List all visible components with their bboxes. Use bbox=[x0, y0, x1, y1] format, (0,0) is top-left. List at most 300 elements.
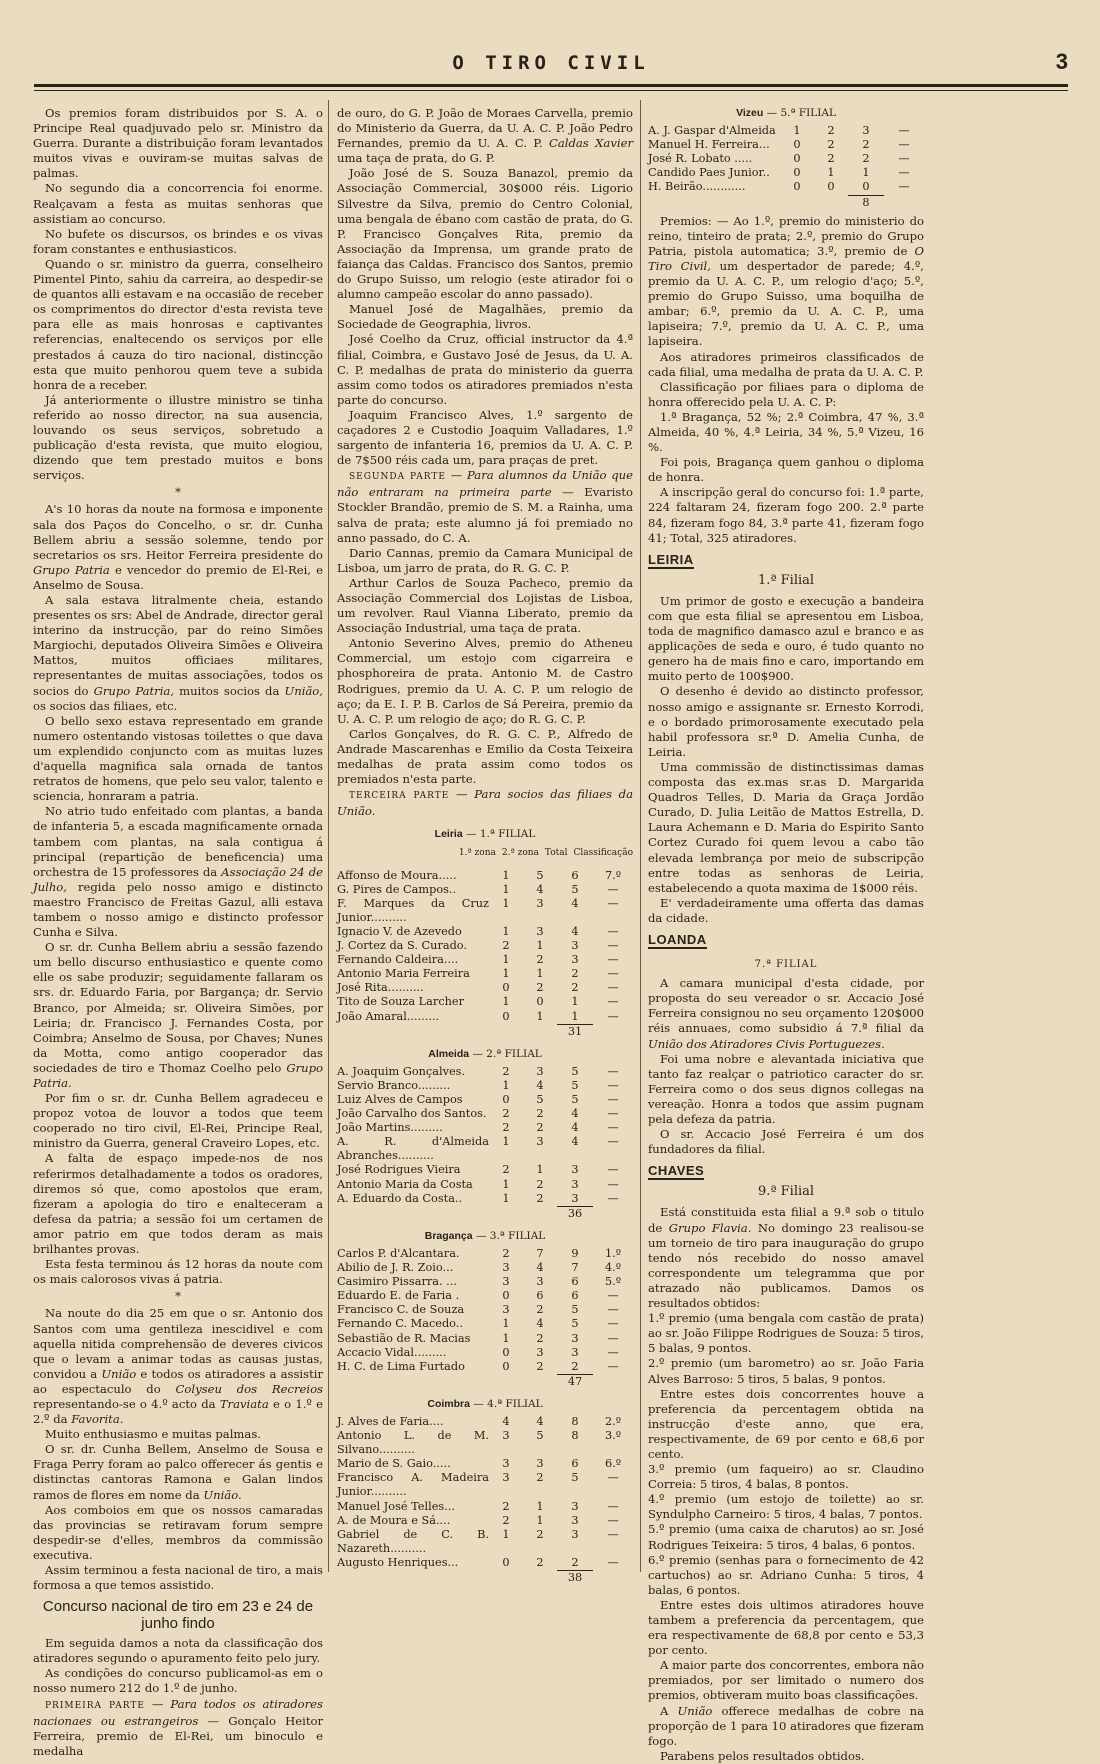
table-row bbox=[337, 1360, 633, 1375]
classification-cell: — bbox=[607, 1499, 619, 1513]
total-cell: 5 bbox=[571, 1093, 579, 1106]
table-row bbox=[337, 1093, 633, 1107]
zone-cell: 2 bbox=[536, 1471, 544, 1485]
zone-cell: 4 bbox=[536, 882, 544, 896]
total-cell: 4 bbox=[571, 1107, 579, 1121]
paragraph: Joaquim Francisco Alves, 1.º sargento de caçadores 2 e Custodio Joaquim Valladares, 1.º sargento de infanteria 16, premios da U. A. C. P. de 7$500 réis cada um, para praças de pret. bbox=[337, 407, 633, 468]
total-cell: 6 bbox=[571, 1275, 579, 1289]
zone-cell: 2 bbox=[502, 1246, 510, 1260]
zone-cell: 0 bbox=[536, 995, 544, 1009]
zone-cell: 1 bbox=[502, 1078, 510, 1092]
shooter-name: A. de Moura e Sá.... bbox=[337, 1513, 451, 1527]
group-total: 36 bbox=[557, 1206, 593, 1221]
zone-cell: 2 bbox=[536, 1121, 544, 1135]
total-cell: 3 bbox=[571, 1499, 579, 1513]
zone-cell: 1 bbox=[502, 1191, 510, 1205]
group-total: 31 bbox=[557, 1024, 593, 1039]
shooter-name: J. Alves de Faria.... bbox=[337, 1414, 444, 1428]
zone-cell: 1 bbox=[536, 1513, 544, 1527]
total-cell: 2 bbox=[571, 967, 579, 981]
table-row bbox=[337, 1289, 633, 1303]
zone-cell: 3 bbox=[536, 1345, 544, 1359]
paragraph: 6.º premio (senhas para o fornecimento de 42 cartuchos) ao sr. Adriano Cunha: 5 tiros, 4 balas, 6 pontos. bbox=[648, 1552, 924, 1597]
paragraph: A camara municipal d'esta cidade, por proposta do seu vereador o sr. Accacio José Ferreira consignou no seu orçamento 120$000 réis annuaes, como subsidio á 7.ª filial da União dos Atiradores Civis Portuguezes. bbox=[648, 976, 924, 1051]
paragraph: Está constituida esta filial a 9.ª sob o titulo de Grupo Flavia. No domingo 23 realisou-se um torneio de tiro para inauguração do grupo tendo nós recebido do nosso amavel correspondente um telegramma que por atrazado não publicamos. Damos os resultados obtidos: bbox=[648, 1205, 924, 1311]
total-cell: 3 bbox=[571, 1163, 579, 1177]
section-subheading: 9.ª Filial bbox=[757, 1184, 815, 1200]
column-2 bbox=[337, 106, 633, 1585]
paragraph: E' verdadeiramente uma offerta das damas da cidade. bbox=[648, 895, 924, 925]
paragraph: A falta de espaço impede-nos de nos referirmos detalhadamente a todos os oradores, diremos só que, como apostolos que eram, fizeram a apologia do tiro e enalteceram a defesa da patria; a sessão foi um certamen de amor patrio em que todos deram as mais brilhantes provas. bbox=[33, 1151, 323, 1257]
zone-cell: 3 bbox=[536, 896, 544, 910]
total-cell: 2 bbox=[862, 152, 870, 166]
shooter-name: Affonso de Moura..... bbox=[337, 868, 457, 882]
zone-cell: 1 bbox=[536, 1163, 544, 1177]
table-row bbox=[337, 1079, 633, 1093]
classification-cell: — bbox=[607, 1107, 619, 1121]
shooter-name: Carlos P. d'Alcantara. bbox=[337, 1246, 460, 1260]
paragraph: Manuel José de Magalhães, premio da Sociedade de Geographia, livros. bbox=[337, 302, 633, 332]
paragraph: O desenho é devido ao distincto professor, nosso amigo e assignante sr. Ernesto Korrodi, e o bordado primorosamente executado pela habil professora sr.ª D. Amelia Cunha, de Leiria. bbox=[648, 684, 924, 759]
total-cell: 2 bbox=[571, 1555, 579, 1569]
zone-cell: 3 bbox=[536, 1275, 544, 1289]
paragraph: TERCEIRA PARTE — Para socios das filiaes da União. bbox=[337, 787, 633, 819]
zone-cell: 2 bbox=[502, 1121, 510, 1135]
classification-cell: 2.º bbox=[604, 1414, 622, 1428]
classification-cell: — bbox=[607, 1471, 619, 1485]
table-row bbox=[648, 138, 924, 152]
shooter-name: Candido Paes Junior.. bbox=[648, 166, 770, 180]
separator-asterisk: * bbox=[175, 485, 181, 500]
classification-cell: — bbox=[607, 1317, 619, 1331]
table-row bbox=[337, 1303, 633, 1317]
table-row bbox=[337, 1163, 633, 1177]
paragraph: Entre estes dois concorrentes houve a preferencia da percentagem obtida na instrucção d'este anno, que era, respectivamente, de 69 por cento e 68,6 por cento. bbox=[648, 1386, 924, 1461]
classification-cell: — bbox=[607, 981, 619, 995]
group-total: 47 bbox=[557, 1374, 593, 1389]
zone-cell: 7 bbox=[536, 1246, 544, 1260]
shooter-name: Augusto Henriques... bbox=[337, 1555, 459, 1569]
shooter-name: João Carvalho dos Santos. bbox=[337, 1107, 487, 1121]
classification-cell: — bbox=[607, 1121, 619, 1135]
zone-cell: 0 bbox=[793, 180, 801, 194]
section-heading-leiria: LEIRIA bbox=[648, 552, 694, 569]
zone-cell: 4 bbox=[536, 1261, 544, 1275]
zone-cell: 1 bbox=[502, 1177, 510, 1191]
classification-cell: — bbox=[607, 1513, 619, 1527]
section-subheading: 7.ª FILIAL bbox=[754, 959, 818, 971]
table-row bbox=[337, 1332, 633, 1346]
table-row bbox=[337, 1107, 633, 1121]
total-cell: 4 bbox=[571, 924, 579, 938]
score-table bbox=[337, 1065, 633, 1221]
table-row bbox=[337, 1178, 633, 1192]
shooter-name: A. Joaquim Gonçalves. bbox=[337, 1064, 466, 1078]
paragraph: Em seguida damos a nota da classificação dos atiradores segundo o apuramento feito pelo jury. bbox=[33, 1636, 323, 1666]
total-cell: 9 bbox=[571, 1246, 579, 1260]
total-cell: 4 bbox=[571, 1135, 579, 1149]
table-row bbox=[337, 1514, 633, 1528]
section-heading-chaves: CHAVES bbox=[648, 1163, 704, 1180]
classification-cell: — bbox=[607, 1555, 619, 1569]
paragraph: Uma commissão de distinctissimas damas composta das ex.mas sr.as D. Margarida Quadros Telles, D. Maria da Graça Jordão Curado, D. Julia Leitão de Mattos Estrella, D. Laura Achemann e D. Maria do Espirito Santo Cortez Curado foi quem levou a cabo tão elevada lembrança por meio de subscripção entre todas as senhoras de Leiria, estabelecendo a quota maxima de 1$000 réis. bbox=[648, 759, 924, 895]
shooter-name: Eduardo E. de Faria . bbox=[337, 1289, 460, 1303]
paragraph: 2.º premio (um barometro) ao sr. João Faria Alves Barroso: 5 tiros, 5 balas, 9 pontos. bbox=[648, 1356, 924, 1386]
table-row bbox=[337, 869, 633, 883]
paragraph: 1.º premio (uma bengala com castão de prata) ao sr. João Filippe Rodrigues de Souza: 5 tiros, 5 balas, 9 pontos. bbox=[648, 1311, 924, 1356]
zone-cell: 3 bbox=[502, 1275, 510, 1289]
classification-cell: 3.º bbox=[604, 1429, 622, 1443]
zone-cell: 3 bbox=[536, 1457, 544, 1471]
classification-cell: — bbox=[607, 1078, 619, 1092]
table-total-row bbox=[337, 1374, 633, 1389]
paragraph: A inscripção geral do concurso foi: 1.ª parte, 224 faltaram 24, fizeram fogo 200. 2.ª parte 84, fizeram fogo 84, 3.ª parte 41, fizeram fogo 41; Total, 325 atiradores. bbox=[648, 485, 924, 545]
paragraph: Esta festa terminou ás 12 horas da noute com os mais calorosos vivas á patria. bbox=[33, 1257, 323, 1287]
table-row bbox=[648, 180, 924, 195]
section-heading-loanda: LOANDA bbox=[648, 932, 707, 949]
zone-cell: 5 bbox=[536, 868, 544, 882]
classification-cell: — bbox=[607, 995, 619, 1009]
shooter-name: G. Pires de Campos.. bbox=[337, 882, 457, 896]
zone-cell: 3 bbox=[502, 1303, 510, 1317]
shooter-name: Francisco A. Madeira Junior.......... bbox=[337, 1471, 489, 1499]
zone-cell: 4 bbox=[536, 1317, 544, 1331]
shooter-name: H. Beirão............ bbox=[648, 180, 746, 194]
total-cell: 3 bbox=[571, 939, 579, 953]
total-cell: 2 bbox=[571, 981, 579, 995]
shooter-name: Abilio de J. R. Zoio... bbox=[337, 1261, 454, 1275]
total-cell: 3 bbox=[571, 1191, 579, 1205]
zone-cell: 2 bbox=[536, 1107, 544, 1121]
zone-cell: 3 bbox=[536, 924, 544, 938]
paragraph: Muito enthusiasmo e muitas palmas. bbox=[45, 1427, 261, 1442]
zone-cell: 0 bbox=[502, 1009, 510, 1023]
zone-cell: 1 bbox=[502, 868, 510, 882]
paragraph: PRIMEIRA PARTE — Para todos os atiradores nacionaes ou estrangeiros — Gonçalo Heitor Ferreira, premio de El-Rei, um binoculo e medalha bbox=[33, 1696, 323, 1758]
zone-cell: 2 bbox=[536, 1177, 544, 1191]
shooter-name: Casimiro Pissarra. ... bbox=[337, 1275, 457, 1289]
total-cell: 3 bbox=[862, 124, 870, 138]
shooter-name: João Amaral......... bbox=[337, 1009, 440, 1023]
zone-cell: 0 bbox=[502, 1093, 510, 1106]
zone-cell: 1 bbox=[502, 1331, 510, 1345]
total-cell: 8 bbox=[571, 1414, 579, 1428]
zone-cell: 0 bbox=[793, 166, 801, 180]
paragraph: Dario Cannas, premio da Camara Municipal de Lisboa, um jarro de prata, do R. G. C. P. bbox=[337, 545, 633, 575]
paragraph: Classificação por filiaes para o diploma de honra offerecido pela U. A. C. P: bbox=[648, 379, 924, 409]
classification-cell: — bbox=[607, 1303, 619, 1317]
total-cell: 3 bbox=[571, 953, 579, 967]
classification-cell: — bbox=[898, 124, 910, 138]
paragraph: Antonio Severino Alves, premio do Atheneu Commercial, um estojo com cigarreira e phosphoreira de prata. Antonio M. de Castro Rodrigues, premio da U. A. C. P. um relogio de aço; da E. I. P. B. Carlos de Sá Pereira, premio da U. A. C. P. um relogio de aço; do R. G. C. P. bbox=[337, 636, 633, 726]
paragraph: Os premios foram distribuidos por S. A. o Principe Real quadjuvado pelo sr. Ministro da Guerra. Durante a distribuição foram levantados muitos vivas e ouviram-se muitas salvas de palmas. bbox=[33, 106, 323, 181]
shooter-name: Gabriel de C. B. Nazareth.......... bbox=[337, 1527, 489, 1555]
table-row bbox=[337, 1556, 633, 1571]
table-row bbox=[337, 1135, 633, 1163]
total-cell: 5 bbox=[571, 1078, 579, 1092]
total-cell: 3 bbox=[571, 1345, 579, 1359]
zone-cell: 0 bbox=[827, 180, 835, 194]
paragraph: Parabens pelos resultados obtidos. bbox=[660, 1748, 865, 1763]
table-row bbox=[337, 981, 633, 995]
paragraph: O sr. dr. Cunha Bellem abriu a sessão fazendo um bello discurso enthusiastico e quente como elle os sabe produzir; seguidamente fallaram os srs. dr. Eduardo Faria, por Bargança; dr. Servio Branco, por Almeida; sr. Oliveira Simões, por Leiria; dr. Francisco J. Fernandes Costa, por Coimbra; Anselmo de Sousa, por Chaves; Nunes da Motta, como antigo cooperador das sociedades de tiro e Thomaz Coelho pelo Grupo Patria. bbox=[33, 940, 323, 1090]
classification-cell: — bbox=[607, 1191, 619, 1205]
total-cell: 5 bbox=[571, 1064, 579, 1078]
shooter-name: Antonio L. de M. Silvano.......... bbox=[337, 1429, 489, 1457]
zone-cell: 1 bbox=[536, 939, 544, 953]
shooter-name: A. Eduardo da Costa.. bbox=[337, 1191, 463, 1205]
shooter-name: Fernando Caldeira.... bbox=[337, 953, 459, 967]
classification-cell: — bbox=[898, 152, 910, 166]
total-cell: 5 bbox=[571, 1471, 579, 1485]
zone-cell: 2 bbox=[536, 1359, 544, 1373]
classification-cell: 1.º bbox=[604, 1246, 622, 1260]
table-row bbox=[337, 1346, 633, 1360]
paragraph: Por fim o sr. dr. Cunha Bellem agradeceu e propoz votoa de louvor a todos que teem cooperado no tiro civil, El-Rei, Principe Real, ministro da Guerra, general Craveiro Lopes, etc. bbox=[33, 1091, 323, 1151]
separator-asterisk: * bbox=[175, 1289, 181, 1304]
total-cell: 8 bbox=[571, 1429, 579, 1443]
paragraph: No bufete os discursos, os brindes e os vivas foram constantes e enthusiasticos. bbox=[33, 226, 323, 256]
shooter-name: Manuel José Telles... bbox=[337, 1499, 455, 1513]
zone-cell: 1 bbox=[502, 896, 510, 910]
zone-cell: 0 bbox=[502, 1359, 510, 1373]
header-rule bbox=[34, 84, 1068, 87]
table-total-row bbox=[337, 1024, 633, 1039]
table-row bbox=[337, 1317, 633, 1331]
classification-cell: 5.º bbox=[604, 1275, 622, 1289]
table-row bbox=[337, 1415, 633, 1429]
table-row bbox=[337, 1275, 633, 1289]
paragraph: 4.º premio (um estojo de toilette) ao sr. Syndulpho Carneiro: 5 tiros, 4 balas, 7 pontos. bbox=[648, 1492, 924, 1522]
shooter-name: José Rodrigues Vieira bbox=[337, 1163, 461, 1177]
zone-cell: 0 bbox=[502, 1555, 510, 1569]
paragraph: A sala estava litralmente cheia, estando presentes os srs: Abel de Andrade, director geral interino da instrucção, par do reino Simões Margiochi, deputados Oliveira Simões e Oliveira Mattos, muitos officiaes militares, representantes de muitas associações, todos os socios do Grupo Patria, muitos socios da União, os socios das filiaes, etc. bbox=[33, 593, 323, 713]
classification-cell: — bbox=[607, 1345, 619, 1359]
shooter-name: Tito de Souza Larcher bbox=[337, 995, 465, 1009]
zone-cell: 0 bbox=[793, 152, 801, 166]
total-cell: 2 bbox=[571, 1359, 579, 1373]
zone-cell: 2 bbox=[502, 939, 510, 953]
zone-cell: 2 bbox=[827, 152, 835, 166]
paragraph: A's 10 horas da noute na formosa e imponente sala dos Paços do Concelho, o sr. dr. Cunha Bellem abriu a sessão solemne, tendo por secretarios os srs. Heitor Ferreira presidente do Grupo Patria e vencedor do premio de El-Rei, e Anselmo de Sousa. bbox=[33, 502, 323, 592]
classification-cell: — bbox=[607, 924, 619, 938]
section-heading: Concurso nacional de tiro em 23 e 24 de junho findo bbox=[42, 1598, 314, 1633]
classification-cell: 4.º bbox=[604, 1261, 622, 1275]
table-row bbox=[337, 1065, 633, 1079]
table-row bbox=[337, 967, 633, 981]
classification-cell: — bbox=[607, 1093, 619, 1106]
classification-cell: — bbox=[607, 1163, 619, 1177]
shooter-name: Luiz Alves de Campos bbox=[337, 1093, 463, 1106]
zone-cell: 1 bbox=[502, 1135, 510, 1149]
classification-cell: — bbox=[607, 1359, 619, 1373]
shooter-name: Sebastião de R. Macias bbox=[337, 1331, 471, 1345]
table-row bbox=[337, 1247, 633, 1261]
zone-cell: 1 bbox=[502, 953, 510, 967]
paragraph: 5.º premio (uma caixa de charutos) ao sr. José Rodrigues Teixeira: 5 tiros, 4 balas, 6 pontos. bbox=[648, 1522, 924, 1552]
page-number: 3 bbox=[1055, 49, 1068, 74]
table-total-row bbox=[648, 195, 924, 210]
total-cell: 5 bbox=[571, 1303, 579, 1317]
paragraph: Um primor de gosto e execução a bandeira com que esta filial se apresentou em Lisboa, toda de magnifico damasco azul e branco e as applicações de seda e ouro, é tudo quanto no genero ha de mais fino e caro, importando em muito perto de 100$900. bbox=[648, 593, 924, 684]
zone-cell: 0 bbox=[793, 138, 801, 152]
page-header bbox=[34, 49, 1068, 78]
group-heading: Almeida — 2.ª FILIAL bbox=[428, 1047, 542, 1060]
score-table bbox=[648, 124, 924, 210]
paragraph: Na noute do dia 25 em que o sr. Antonio dos Santos com uma gentileza inescidivel e com aquella nitida comprehensão de deveres civicos que o levam a animar todas as causas justas, convidou a União e todos os atiradores a assistir ao espectaculo do Colyseu dos Recreios representando-se o 4.º acto da Traviata e o 1.º e 2.º da Favorita. bbox=[33, 1306, 324, 1427]
total-cell: 7 bbox=[571, 1261, 579, 1275]
paragraph: 3.º premio (um faqueiro) ao sr. Claudino Correia: 5 tiros, 4 balas, 8 pontos. bbox=[648, 1462, 924, 1492]
total-cell: 6 bbox=[571, 868, 579, 882]
total-cell: 3 bbox=[571, 1331, 579, 1345]
group-heading: Vizeu — 5.ª FILIAL bbox=[736, 107, 836, 119]
classification-cell: — bbox=[607, 1064, 619, 1078]
total-cell: 1 bbox=[862, 166, 870, 180]
classification-cell: — bbox=[607, 1009, 619, 1023]
zone-cell: 1 bbox=[502, 995, 510, 1009]
zone-cell: 3 bbox=[502, 1457, 510, 1471]
column-1 bbox=[33, 106, 323, 1759]
shooter-name: Accacio Vidal......... bbox=[337, 1345, 447, 1359]
zone-cell: 3 bbox=[536, 1135, 544, 1149]
paragraph: No segundo dia a concorrencia foi enorme. Realçavam a festa as muitas senhoras que assistiam ao concurso. bbox=[33, 181, 323, 226]
total-cell: 4 bbox=[571, 1121, 579, 1135]
table-row bbox=[337, 939, 633, 953]
shooter-name: H. C. de Lima Furtado bbox=[337, 1359, 465, 1373]
table-row bbox=[337, 1500, 633, 1514]
zone-cell: 0 bbox=[502, 1289, 510, 1303]
zone-cell: 1 bbox=[502, 924, 510, 938]
table-row bbox=[337, 1429, 633, 1457]
shooter-name: A. R. d'Almeida Abranches.......... bbox=[337, 1135, 489, 1163]
column-divider bbox=[640, 100, 641, 1572]
zone-cell: 6 bbox=[536, 1289, 544, 1303]
paragraph: Carlos Gonçalves, do R. G. C. P., Alfredo de Andrade Mascarenhas e Emilio da Costa Teixeira medalhas de prata assim como todos os premiados n'esta parte. bbox=[337, 726, 633, 787]
group-total: 38 bbox=[557, 1571, 593, 1586]
classification-cell: — bbox=[607, 1527, 619, 1541]
paragraph: O sr. Accacio José Ferreira é um dos fundadores da filial. bbox=[648, 1127, 924, 1157]
paragraph: Assim terminou a festa nacional de tiro, a mais formosa a que temos assistido. bbox=[33, 1563, 323, 1593]
classification-cell: 7.º bbox=[604, 868, 622, 882]
group-heading: Bragança — 3.ª FILIAL bbox=[424, 1229, 546, 1242]
total-cell: 2 bbox=[862, 138, 870, 152]
paragraph: Quando o sr. ministro da guerra, conselheiro Pimentel Pinto, sahiu da carreira, ao despedir-se de quantos alli estavam e na occasião de receber os comprimentos do director d'esta revista teve para elle as mais honrosas e captivantes referencias, enaltecendo os serviços por elle prestados á cauza do tiro nacional, distincção esta que muito penhorou quem teve a subida honra de a receber. bbox=[33, 256, 323, 392]
zone-cell: 2 bbox=[827, 138, 835, 152]
classification-cell: — bbox=[607, 939, 619, 953]
zone-cell: 2 bbox=[502, 1064, 510, 1078]
zone-cell: 5 bbox=[536, 1429, 544, 1443]
header-rule-thin bbox=[34, 90, 1068, 91]
group-heading: Coimbra — 4.ª FILIAL bbox=[427, 1397, 543, 1410]
paragraph: José Coelho da Cruz, official instructor da 4.ª filial, Coimbra, e Gustavo José de Jesus, da U. A. C. P. medalhas de prata do ministerio da guerra assim como todos os atiradores premiados n'esta parte do concurso. bbox=[337, 332, 633, 407]
shooter-name: F. Marques da Cruz Junior.......... bbox=[337, 896, 489, 924]
total-cell: 1 bbox=[571, 995, 579, 1009]
zone-cell: 2 bbox=[536, 953, 544, 967]
shooter-name: Servio Branco......... bbox=[337, 1078, 451, 1092]
table-row bbox=[648, 152, 924, 166]
paragraph: Aos atiradores primeiros classificados de cada filial, uma medalha de prata da U. A. C. P. bbox=[648, 349, 924, 379]
zone-cell: 4 bbox=[502, 1414, 510, 1428]
classification-cell: — bbox=[607, 1331, 619, 1345]
paragraph: O bello sexo estava representado em grande numero ostentando vistosas toilettes o que dava um explendido conjuncto com as muitas luzes d'aquella magnifica sala ornada de tantos retratos de homens, que pelo seu valor, talento e sciencia, honraram a patria. bbox=[33, 713, 323, 804]
paragraph: Arthur Carlos de Souza Pacheco, premio da Associação Commercial dos Lojistas de Lisboa, um revolver. Raul Vianna Liberato, premio da Associação Industrial, uma taça de prata. bbox=[337, 575, 633, 636]
zone-cell: 1 bbox=[827, 166, 835, 180]
total-cell: 5 bbox=[571, 1317, 579, 1331]
zone-cell: 2 bbox=[827, 124, 835, 138]
score-table bbox=[337, 1247, 633, 1389]
zone-cell: 2 bbox=[502, 1163, 510, 1177]
table-row bbox=[337, 953, 633, 967]
table-row bbox=[337, 897, 633, 925]
zone-cell: 3 bbox=[536, 1064, 544, 1078]
classification-cell: — bbox=[898, 180, 910, 194]
score-table bbox=[337, 1415, 633, 1585]
table-row bbox=[337, 925, 633, 939]
shooter-name: A. J. Gaspar d'Almeida bbox=[648, 124, 776, 138]
classification-cell: — bbox=[607, 1135, 619, 1149]
shooter-name: Antonio Maria da Costa bbox=[337, 1177, 473, 1191]
total-cell: 6 bbox=[571, 1289, 579, 1303]
table-total-row bbox=[337, 1206, 633, 1221]
shooter-name: J. Cortez da S. Curado. bbox=[337, 939, 468, 953]
table-row bbox=[337, 1528, 633, 1556]
table-total-row bbox=[337, 1571, 633, 1586]
total-cell: 6 bbox=[571, 1457, 579, 1471]
shooter-name: Mario de S. Gaio..... bbox=[337, 1457, 451, 1471]
paragraph: Premios: — Ao 1.º, premio do ministerio do reino, tinteiro de prata; 2.º, premio do Grupo Patria, pistola automatica; 3.º, premio de O Tiro Civil, um despertador de parede; 4.º, premio da U. A. C. P., um relogio d'aço; 5.º, premio do Grupo Suisso, uma boquilha de ambar; 6.º, premio da U. A. C. P., uma lapiseira; 7.º, premio da U. A. C. P., uma lapiseira. bbox=[648, 213, 924, 349]
table-row bbox=[648, 166, 924, 180]
paragraph: O sr. dr. Cunha Bellem, Anselmo de Sousa e Fraga Perry foram ao palco offerecer ás gentis e distinctas cantoras Ramona e Galan lindos ramos de flores em nome da União. bbox=[33, 1442, 323, 1502]
shooter-name: Ignacio V. de Azevedo bbox=[337, 924, 462, 938]
classification-cell: — bbox=[898, 138, 910, 152]
zone-cell: 1 bbox=[536, 967, 544, 981]
zone-cell: 1 bbox=[502, 967, 510, 981]
table-row bbox=[337, 1121, 633, 1135]
paragraph: As condições do concurso publicamol-as em o nosso numero 212 do 1.º de junho. bbox=[33, 1666, 323, 1696]
shooter-name: Manuel H. Ferreira... bbox=[648, 138, 770, 152]
zone-cell: 2 bbox=[536, 981, 544, 995]
paragraph: SEGUNDA PARTE — Para alumnos da União que não entraram na primeira parte — Evaristo Stockler Brandão, premio de S. M. a Rainha, uma salva de prata; este alumno já foi premiado no anno passado, do C. A. bbox=[337, 468, 634, 545]
table-row bbox=[337, 1192, 633, 1207]
classification-cell: — bbox=[607, 953, 619, 967]
total-cell: 3 bbox=[571, 1513, 579, 1527]
newspaper-title: O TIRO CIVIL bbox=[452, 52, 650, 74]
zone-cell: 2 bbox=[536, 1303, 544, 1317]
zone-cell: 1 bbox=[793, 124, 801, 138]
column-3 bbox=[648, 106, 924, 1764]
shooter-name: João Martins......... bbox=[337, 1121, 443, 1135]
zone-cell: 1 bbox=[502, 1317, 510, 1331]
table-row bbox=[337, 1261, 633, 1275]
paragraph: A União offerece medalhas de cobre na proporção de 1 para 10 atiradores que fizeram fogo. bbox=[648, 1703, 924, 1748]
paragraph: Foi pois, Bragança quem ganhou o diploma de honra. bbox=[648, 455, 924, 485]
zone-cell: 1 bbox=[536, 1009, 544, 1023]
classification-cell: — bbox=[898, 166, 910, 180]
zone-cell: 0 bbox=[502, 981, 510, 995]
zone-cell: 2 bbox=[502, 1107, 510, 1121]
table-row bbox=[337, 995, 633, 1009]
classification-cell: — bbox=[607, 1289, 619, 1303]
zone-cell: 2 bbox=[502, 1499, 510, 1513]
classification-cell: 6.º bbox=[604, 1457, 622, 1471]
zone-cell: 3 bbox=[502, 1429, 510, 1443]
zone-cell: 5 bbox=[536, 1093, 544, 1106]
classification-cell: — bbox=[607, 896, 619, 910]
paragraph: Foi uma nobre e alevantada iniciativa que tanto faz realçar o patriotico caracter do sr. Ferreira como o dos seus dignos collegas na vereação. Honra a todos que assim pugnam pela defeza da patria. bbox=[648, 1051, 924, 1126]
zone-cell: 2 bbox=[536, 1527, 544, 1541]
section-subheading: 1.ª Filial bbox=[757, 572, 815, 588]
table-row bbox=[337, 883, 633, 897]
